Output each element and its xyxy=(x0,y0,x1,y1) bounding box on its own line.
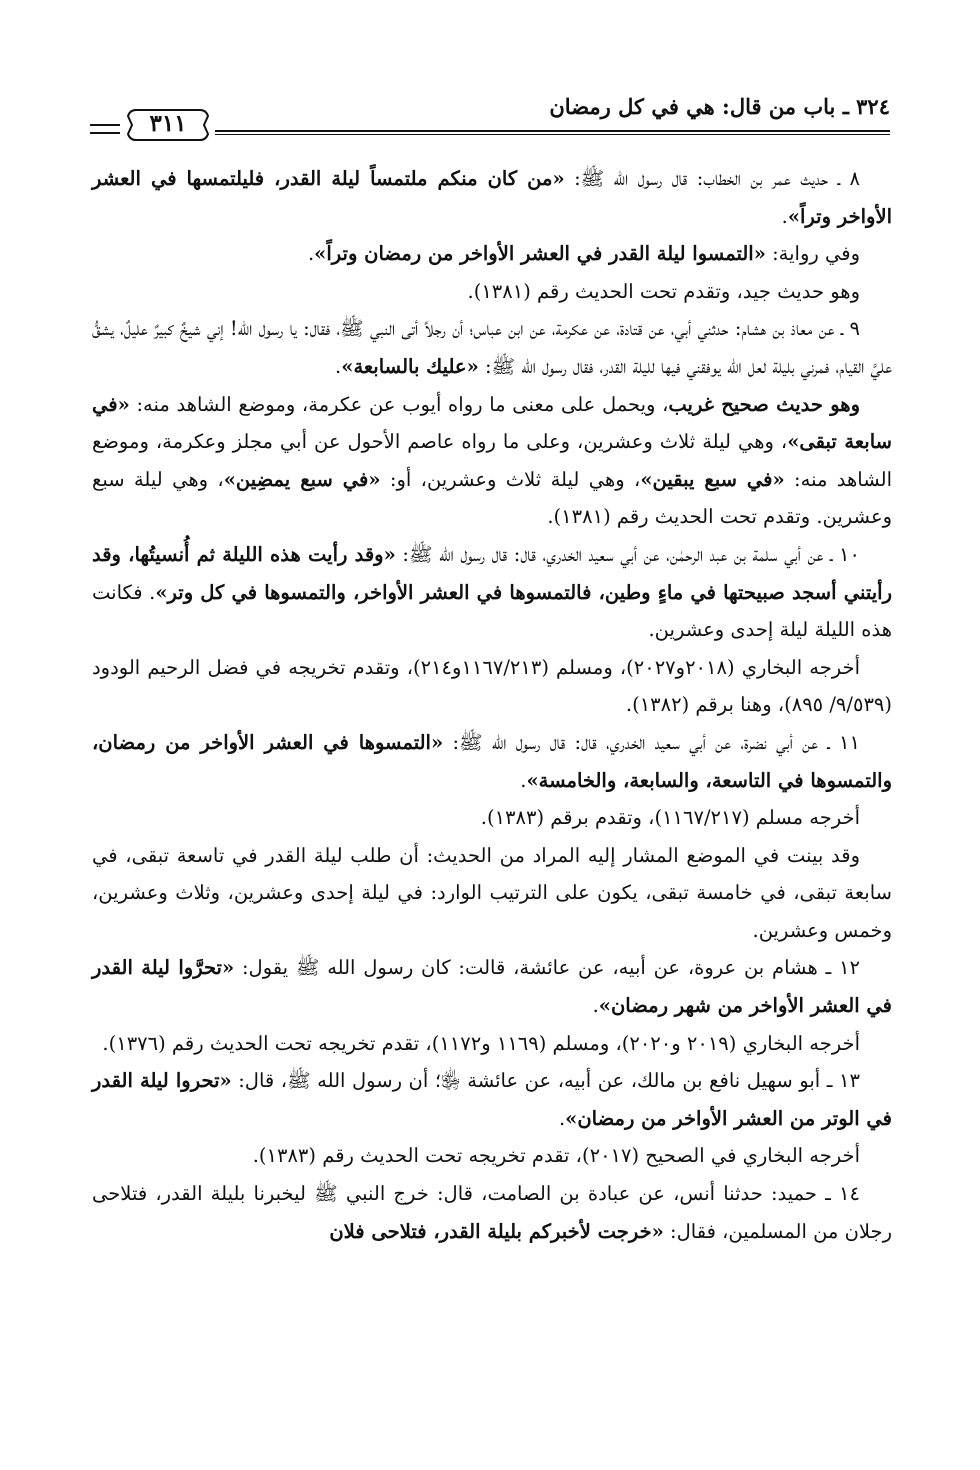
bold-quote: «في سابعة تبقى» xyxy=(92,392,892,454)
text-run: ، وهي ليلة ثلاث وعشرين، أو: xyxy=(380,467,641,491)
text-run: . xyxy=(592,994,599,1018)
paragraph xyxy=(92,1025,892,1063)
text-run: ١٢ ـ هشام بن عروة، عن أبيه، عن عائشة، قالت: كان رسول الله ﷺ يقول: xyxy=(234,956,860,980)
chapter-title: ٣٢٤ ـ باب من قال: هي في كل رمضان xyxy=(549,94,890,119)
paragraph xyxy=(92,536,892,649)
paragraph xyxy=(92,724,892,799)
paragraph xyxy=(92,310,892,385)
paragraph xyxy=(92,160,892,235)
paragraph xyxy=(92,1137,892,1175)
bold-quote: «في سبع يمضِين» xyxy=(223,467,381,491)
header-dash-mark xyxy=(90,124,120,134)
text-run: وفي رواية: xyxy=(765,242,860,266)
bold-quote: «التمسوا ليلة القدر في العشر الأواخر من رمضان وتراً» xyxy=(314,242,766,266)
paragraph xyxy=(92,273,892,311)
bold-quote: «عليك بالسابعة» xyxy=(341,354,479,378)
paragraph xyxy=(92,386,892,536)
text-run: أخرجه البخاري في الصحيح (٢٠١٧)، تقدم تخريجه تحت الحديث رقم (١٣٨٣). xyxy=(252,1144,860,1168)
text-run: وهو حديث جيد، وتقدم تحت الحديث رقم (١٣٨١). xyxy=(467,279,860,303)
text-run: أخرجه البخاري (٢٠١٩ و٢٠٢٠)، ومسلم (١١٦٩ و١١٧٢)، تقدم تخريجه تحت الحديث رقم (١٣٧٦). xyxy=(102,1031,860,1055)
page-header xyxy=(90,78,890,148)
text-run: ٩ ـ عن معاذ بن هشام: حدثني أبي، عن قتادة، عن عكرمة، عن ابن عباس؛ أن رجلاً أتى النبي ﷺ، فقال: يا رسول الله! إني شيخٌ كبيرٌ عليلٌ، يشقُّ عليَّ القيام، فمرني بليلة لعل الله يوفقني فيها لليلة القدر، فقال رسول الله ﷺ: xyxy=(92,317,892,378)
text-run: . xyxy=(307,242,315,266)
text-run: . فكانت هذه الليلة ليلة إحدى وعشرين. xyxy=(92,580,892,642)
text-run: وقد بينت في الموضع المشار إليه المراد من الحديث: أن طلب ليلة القدر في تاسعة تبقى، في سابعة تبقى، في خامسة تبقى، يكون على الترتيب الوارد: في ليلة إحدى وعشرين، وثلاث وعشرين، وخمس وعشرين. xyxy=(92,843,892,942)
text-run: . xyxy=(335,354,342,378)
bold-quote: «في سبع يبقين» xyxy=(640,467,785,491)
text-run: ٨ ـ حديث عمر بن الخطاب: قال رسول الله ﷺ: xyxy=(564,167,860,190)
bold-quote: «التمسوها في العشر الأواخر من رمضان، والتمسوها في التاسعة، والسابعة، والخامسة» xyxy=(92,730,892,792)
page-number: ٣١١ xyxy=(149,110,187,137)
bold-quote: «من كان منكم ملتمساً ليلة القدر، فليلتمسها في العشر الأواخر وتراً» xyxy=(92,167,892,228)
body-text xyxy=(92,160,892,1250)
bold-quote: «وقد رأيت هذه الليلة ثم أُنسيتُها، وقد رأيتني أسجد صبيحتها في ماءٍ وطين، فالتمسوها في العشر الأواخر، والتمسوها في كل وتر» xyxy=(92,542,892,604)
paragraph xyxy=(92,837,892,950)
paragraph xyxy=(92,649,892,724)
text-run: أخرجه مسلم (١١٦٧/٢١٧)، وتقدم برقم (١٣٨٣). xyxy=(480,806,860,830)
text-run: ، وهي ليلة سبع وعشرين. وتقدم تحت الحديث رقم (١٣٨١). xyxy=(92,467,892,529)
text-run: . xyxy=(558,1106,566,1130)
text-run: ، وهي ليلة ثلاث وعشرين، وعلى ما رواه عاصم الأحول عن أبي مجلز وعكرمة، وموضع الشاهد منه: xyxy=(92,430,892,491)
paragraph xyxy=(92,799,892,837)
text-run: ١٤ ـ حميد: حدثنا أنس، عن عبادة بن الصامت، قال: خرج النبي ﷺ ليخبرنا بليلة القدر، فتلاحى رجلان من المسلمين، فقال: xyxy=(92,1182,892,1243)
text-run: ١٠ ـ عن أبي سلمة بن عبد الرحمٰن، عن أبي سعيد الخدري، قال: قال رسول الله ﷺ: xyxy=(395,542,860,566)
text-run: ١٣ ـ أبو سهيل نافع بن مالك، عن أبيه، عن عائشة ﵂؛ أن رسول الله ﷺ، قال: xyxy=(231,1069,860,1093)
bold-quote: «تحروا ليلة القدر في الوتر من العشر الأواخر من رمضان» xyxy=(92,1069,892,1130)
header-rule xyxy=(215,130,890,132)
text-run: . xyxy=(520,768,527,792)
bold-quote: وهو حديث صحيح غريب xyxy=(668,392,860,416)
paragraph xyxy=(92,949,892,1024)
paragraph xyxy=(92,1062,892,1137)
paragraph xyxy=(92,1175,892,1250)
bold-quote: «تحرَّوا ليلة القدر في العشر الأواخر من شهر رمضان» xyxy=(92,956,892,1018)
paragraph xyxy=(92,235,892,273)
text-run: ١١ ـ عن أبي نضرة، عن أبي سعيد الخدري، قال: قال رسول الله ﷺ: xyxy=(443,730,860,754)
bold-quote: «خرجت لأخبركم بليلة القدر، فتلاحى فلان xyxy=(329,1219,664,1243)
text-run: أخرجه البخاري (٢٠١٨و٢٠٢٧)، ومسلم (١١٦٧/٢١٣و٢١٤)، وتقدم تخريجه في فضل الرحيم الودود (٩/٥٣٩/ ٨٩٥)، وهنا برقم (١٣٨٢). xyxy=(92,655,892,717)
text-run: . xyxy=(781,204,788,228)
text-run: ، ويحمل على معنى ما رواه أيوب عن عكرمة، وموضع الشاهد منه: xyxy=(129,392,669,416)
header-rule-thin xyxy=(215,134,890,135)
